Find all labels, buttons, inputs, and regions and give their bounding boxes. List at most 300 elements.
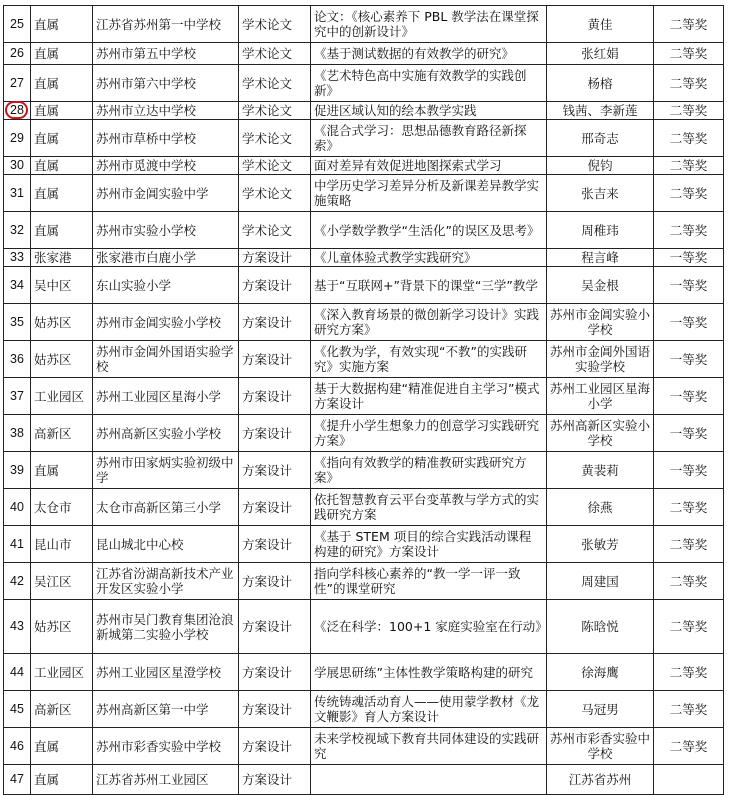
category-cell-text: 方案设计 xyxy=(242,772,293,787)
author-cell-text: 邢奇志 xyxy=(581,130,619,146)
row-number-text: 40 xyxy=(10,499,24,514)
row-number-text: 26 xyxy=(10,46,24,60)
school-cell-text: 东山实验小学 xyxy=(96,277,172,293)
award-cell-text: 二等奖 xyxy=(669,103,708,118)
category-cell-text: 学术论文 xyxy=(242,222,293,238)
school-cell-text: 苏州工业园区星澄学校 xyxy=(96,664,222,680)
category-cell-text: 学术论文 xyxy=(242,185,293,201)
district-cell xyxy=(31,489,93,526)
awards-table-body xyxy=(4,6,724,795)
title-cell-text: 《基于 STEM 项目的综合实践活动课程构建的研究》方案设计 xyxy=(314,529,532,559)
district-cell-text: 工业园区 xyxy=(34,388,85,404)
district-cell-text: 直属 xyxy=(34,185,60,201)
award-cell-text: 二等奖 xyxy=(669,701,708,717)
author-cell-text: 钱茜、李新莲 xyxy=(562,103,638,118)
author-cell-text: 黄佳 xyxy=(587,16,613,32)
school-cell xyxy=(93,691,239,728)
author-cell xyxy=(547,6,654,43)
award-cell xyxy=(654,563,724,600)
author-cell xyxy=(547,157,654,175)
school-cell xyxy=(93,102,239,120)
school-cell-text: 苏州工业园区星海小学 xyxy=(96,388,222,404)
school-cell-text: 苏州市彩香实验中学校 xyxy=(96,738,222,754)
author-cell-text: 倪钧 xyxy=(587,158,613,173)
table-row xyxy=(4,267,724,304)
row-number xyxy=(4,212,31,249)
school-cell-text: 苏州市第六中学校 xyxy=(96,75,197,91)
award-cell xyxy=(654,6,724,43)
school-cell xyxy=(93,6,239,43)
category-cell xyxy=(239,304,311,341)
school-cell xyxy=(93,378,239,415)
category-cell xyxy=(239,6,311,43)
award-cell xyxy=(654,120,724,157)
category-cell-text: 学术论文 xyxy=(242,75,293,91)
title-cell xyxy=(311,600,547,654)
school-cell xyxy=(93,267,239,304)
award-cell-text: 一等奖 xyxy=(669,425,708,441)
award-cell-text: 二等奖 xyxy=(669,619,708,634)
row-number-text: 27 xyxy=(10,75,24,90)
category-cell-text: 方案设计 xyxy=(242,619,293,634)
category-cell-text: 方案设计 xyxy=(242,314,293,330)
table-row xyxy=(4,6,724,43)
row-number xyxy=(4,65,31,102)
school-cell xyxy=(93,728,239,765)
row-number-text: 34 xyxy=(10,277,24,292)
award-cell-text: 一等奖 xyxy=(669,277,708,293)
table-row xyxy=(4,765,724,795)
row-number-text: 32 xyxy=(10,222,24,237)
school-cell-text: 昆山城北中心校 xyxy=(96,536,184,552)
row-number xyxy=(4,267,31,304)
district-cell-text: 太仓市 xyxy=(34,499,72,515)
district-cell-text: 直属 xyxy=(34,75,60,91)
district-cell-text: 吴中区 xyxy=(34,277,72,293)
school-cell xyxy=(93,563,239,600)
table-row xyxy=(4,378,724,415)
author-cell-text: 黄裴莉 xyxy=(581,462,619,478)
author-cell xyxy=(547,728,654,765)
school-cell xyxy=(93,304,239,341)
category-cell xyxy=(239,102,311,120)
row-number-text: 39 xyxy=(10,462,24,477)
title-cell-text: 《基于测试数据的有效教学的研究》 xyxy=(314,46,515,61)
school-cell-text: 江苏省苏州工业园区 xyxy=(96,772,209,787)
table-row xyxy=(4,415,724,452)
author-cell xyxy=(547,65,654,102)
author-cell xyxy=(547,415,654,452)
award-cell xyxy=(654,102,724,120)
district-cell-text: 张家港 xyxy=(34,250,72,265)
district-cell xyxy=(31,452,93,489)
title-cell xyxy=(311,304,547,341)
award-cell-text: 一等奖 xyxy=(669,314,708,330)
row-number-text: 29 xyxy=(10,130,24,145)
author-cell xyxy=(547,120,654,157)
author-cell xyxy=(547,526,654,563)
district-cell-text: 直属 xyxy=(34,46,60,61)
school-cell-text: 苏州市金阊实验中学 xyxy=(96,185,209,201)
category-cell xyxy=(239,600,311,654)
category-cell-text: 方案设计 xyxy=(242,738,293,754)
award-cell xyxy=(654,654,724,691)
district-cell-text: 姑苏区 xyxy=(34,351,72,367)
row-number xyxy=(4,249,31,267)
row-number-text: 35 xyxy=(10,314,24,329)
author-cell xyxy=(547,563,654,600)
title-cell xyxy=(311,120,547,157)
row-number-text: 46 xyxy=(10,738,24,753)
title-cell-text: 《艺术特色高中实施有效教学的实践创新》 xyxy=(314,68,527,98)
award-cell-text: 二等奖 xyxy=(669,738,708,754)
category-cell-text: 方案设计 xyxy=(242,536,293,552)
table-row xyxy=(4,212,724,249)
table-row xyxy=(4,600,724,654)
award-cell-text: 一等奖 xyxy=(669,250,708,265)
row-number xyxy=(4,526,31,563)
title-cell xyxy=(311,212,547,249)
row-number xyxy=(4,415,31,452)
title-cell-text: 基于大数据构建“精准促进自主学习”模式方案设计 xyxy=(314,381,540,411)
author-cell-text: 陈晗悦 xyxy=(581,619,619,634)
row-number-text: 41 xyxy=(10,536,24,551)
award-cell xyxy=(654,65,724,102)
school-cell-text: 苏州高新区实验小学校 xyxy=(96,425,222,441)
title-cell-text: 促进区域认知的绘本教学实践 xyxy=(314,103,477,118)
row-number xyxy=(4,452,31,489)
title-cell-text: 《儿童体验式教学实践研究》 xyxy=(314,250,477,265)
title-cell-text: 《混合式学习：思想品德教育路径新探索》 xyxy=(314,123,527,153)
author-cell-text: 苏州市金阊实验小学校 xyxy=(550,307,651,337)
title-cell xyxy=(311,654,547,691)
award-cell-text: 二等奖 xyxy=(669,573,708,589)
author-cell-text: 江苏省苏州 xyxy=(568,772,632,787)
table-row xyxy=(4,452,724,489)
school-cell-text: 苏州市实验小学校 xyxy=(96,222,197,238)
district-cell xyxy=(31,341,93,378)
district-cell-text: 高新区 xyxy=(34,701,72,717)
title-cell xyxy=(311,378,547,415)
table-row xyxy=(4,728,724,765)
author-cell xyxy=(547,249,654,267)
school-cell-text: 苏州市立达中学校 xyxy=(96,103,197,118)
author-cell-text: 苏州市金阊外国语实验学校 xyxy=(550,344,651,374)
title-cell xyxy=(311,175,547,212)
school-cell-text: 苏州市田家炳实验初级中学 xyxy=(96,455,234,485)
district-cell xyxy=(31,175,93,212)
row-number-text: 33 xyxy=(10,250,24,264)
row-number xyxy=(4,157,31,175)
table-row xyxy=(4,654,724,691)
school-cell xyxy=(93,65,239,102)
category-cell xyxy=(239,341,311,378)
school-cell xyxy=(93,157,239,175)
title-cell xyxy=(311,728,547,765)
award-cell-text: 二等奖 xyxy=(669,222,708,238)
row-number xyxy=(4,378,31,415)
author-cell xyxy=(547,765,654,795)
row-number xyxy=(4,120,31,157)
author-cell-text: 苏州市彩香实验中学校 xyxy=(550,731,651,761)
author-cell xyxy=(547,43,654,65)
district-cell xyxy=(31,415,93,452)
row-number xyxy=(4,341,31,378)
district-cell xyxy=(31,120,93,157)
title-cell xyxy=(311,765,547,795)
category-cell-text: 方案设计 xyxy=(242,664,293,680)
author-cell-text: 苏州工业园区星海小学 xyxy=(550,381,651,411)
row-number xyxy=(4,304,31,341)
award-cell-text: 二等奖 xyxy=(669,16,708,32)
title-cell xyxy=(311,526,547,563)
awards-table xyxy=(3,5,724,795)
school-cell-text: 江苏省汾湖高新技术产业开发区实验小学 xyxy=(96,566,234,596)
district-cell-text: 昆山市 xyxy=(34,536,72,552)
author-cell-text: 徐海鹰 xyxy=(581,664,619,680)
category-cell-text: 方案设计 xyxy=(242,277,293,293)
author-cell xyxy=(547,489,654,526)
row-number-text: 31 xyxy=(10,185,24,200)
district-cell-text: 工业园区 xyxy=(34,664,85,680)
category-cell-text: 方案设计 xyxy=(242,388,293,404)
category-cell xyxy=(239,728,311,765)
school-cell-text: 苏州市草桥中学校 xyxy=(96,130,197,146)
author-cell-text: 徐燕 xyxy=(587,499,613,515)
category-cell xyxy=(239,120,311,157)
category-cell xyxy=(239,489,311,526)
title-cell xyxy=(311,691,547,728)
award-cell xyxy=(654,157,724,175)
table-row xyxy=(4,249,724,267)
title-cell xyxy=(311,267,547,304)
row-number-text: 43 xyxy=(10,619,24,633)
title-cell xyxy=(311,249,547,267)
award-cell-text: 二等奖 xyxy=(669,536,708,552)
school-cell xyxy=(93,654,239,691)
award-cell-text: 二等奖 xyxy=(669,664,708,680)
author-cell xyxy=(547,691,654,728)
school-cell-text: 太仓市高新区第三小学 xyxy=(96,499,222,515)
school-cell-text: 苏州市第五中学校 xyxy=(96,46,197,61)
district-cell xyxy=(31,654,93,691)
category-cell-text: 方案设计 xyxy=(242,351,293,367)
district-cell xyxy=(31,102,93,120)
title-cell xyxy=(311,341,547,378)
district-cell xyxy=(31,728,93,765)
school-cell-text: 张家港市白鹿小学 xyxy=(96,250,197,265)
author-cell-text: 杨榕 xyxy=(587,75,613,91)
award-cell-text: 一等奖 xyxy=(669,351,708,367)
award-cell xyxy=(654,728,724,765)
category-cell-text: 方案设计 xyxy=(242,425,293,441)
district-cell xyxy=(31,765,93,795)
category-cell xyxy=(239,765,311,795)
school-cell-text: 江苏省苏州第一中学校 xyxy=(96,16,222,32)
school-cell xyxy=(93,120,239,157)
author-cell xyxy=(547,175,654,212)
author-cell-text: 吴金根 xyxy=(581,277,619,293)
category-cell xyxy=(239,65,311,102)
row-number-text: 37 xyxy=(10,388,24,403)
author-cell xyxy=(547,600,654,654)
award-cell xyxy=(654,249,724,267)
table-row xyxy=(4,563,724,600)
district-cell xyxy=(31,600,93,654)
category-cell-text: 方案设计 xyxy=(242,462,293,478)
row-number-text: 30 xyxy=(10,158,24,172)
award-cell xyxy=(654,267,724,304)
title-cell-text: 基于“互联网+”背景下的课堂“三学”教学 xyxy=(314,277,538,293)
school-cell xyxy=(93,526,239,563)
row-number xyxy=(4,654,31,691)
author-cell xyxy=(547,304,654,341)
title-cell xyxy=(311,415,547,452)
district-cell xyxy=(31,6,93,43)
title-cell-text: 《化教为学，有效实现“不教”的实践研究》实施方案 xyxy=(314,344,527,374)
category-cell xyxy=(239,175,311,212)
district-cell xyxy=(31,43,93,65)
title-cell-text: 传统铸魂活动育人——使用蒙学教材《龙文鞭影》育人方案设计 xyxy=(314,694,540,724)
category-cell-text: 学术论文 xyxy=(242,46,293,61)
row-number-text: 28 xyxy=(10,103,24,117)
title-cell xyxy=(311,489,547,526)
school-cell-text: 苏州市觅渡中学校 xyxy=(96,158,197,173)
school-cell xyxy=(93,489,239,526)
category-cell-text: 方案设计 xyxy=(242,573,293,589)
author-cell-text: 马冠男 xyxy=(581,701,619,717)
award-cell xyxy=(654,489,724,526)
row-number xyxy=(4,43,31,65)
school-cell xyxy=(93,341,239,378)
district-cell-text: 直属 xyxy=(34,158,60,173)
district-cell-text: 姑苏区 xyxy=(34,314,72,330)
award-cell xyxy=(654,212,724,249)
category-cell xyxy=(239,212,311,249)
table-row xyxy=(4,526,724,563)
award-cell xyxy=(654,765,724,795)
award-cell xyxy=(654,304,724,341)
school-cell-text: 苏州市吴门教育集团沧浪新城第二实验小学校 xyxy=(96,611,234,642)
title-cell-text: 《小学数学教学“生活化”的误区及思考》 xyxy=(314,222,540,238)
row-number xyxy=(4,600,31,654)
author-cell xyxy=(547,378,654,415)
author-cell xyxy=(547,267,654,304)
author-cell xyxy=(547,102,654,120)
title-cell xyxy=(311,452,547,489)
title-cell-text: 论文：《核心素养下 PBL 教学法在课堂探究中的创新设计》 xyxy=(314,9,539,39)
row-number-text: 44 xyxy=(10,664,24,679)
title-cell-text: 面对差异有效促进地图探索式学习 xyxy=(314,158,502,173)
school-cell xyxy=(93,600,239,654)
school-cell xyxy=(93,765,239,795)
school-cell xyxy=(93,212,239,249)
title-cell-text: 《深入教育场景的微创新学习设计》实践研究方案》 xyxy=(314,307,540,337)
row-number xyxy=(4,563,31,600)
title-cell xyxy=(311,157,547,175)
award-cell xyxy=(654,415,724,452)
district-cell xyxy=(31,691,93,728)
category-cell xyxy=(239,526,311,563)
award-cell-text: 二等奖 xyxy=(669,75,708,91)
title-cell-text: 依托智慧教育云平台变革教与学方式的实践研究方案 xyxy=(314,492,540,522)
row-number xyxy=(4,489,31,526)
author-cell xyxy=(547,452,654,489)
category-cell xyxy=(239,563,311,600)
category-cell xyxy=(239,249,311,267)
title-cell-text: 未来学校视域下教育共同体建设的实践研究 xyxy=(314,731,540,761)
category-cell xyxy=(239,267,311,304)
row-number-text: 38 xyxy=(10,425,24,440)
award-cell xyxy=(654,526,724,563)
award-cell xyxy=(654,378,724,415)
award-cell-text: 二等奖 xyxy=(669,185,708,201)
district-cell-text: 吴江区 xyxy=(34,573,72,589)
award-cell xyxy=(654,43,724,65)
category-cell xyxy=(239,378,311,415)
district-cell-text: 姑苏区 xyxy=(34,619,72,634)
district-cell xyxy=(31,249,93,267)
category-cell xyxy=(239,43,311,65)
award-cell xyxy=(654,341,724,378)
district-cell xyxy=(31,378,93,415)
title-cell-text: 中学历史学习差异分析及新课差异教学实施策略 xyxy=(314,178,540,208)
title-cell-text: 指向学科核心素养的“教一学一评一致性”的课堂研究 xyxy=(314,566,521,596)
award-cell xyxy=(654,175,724,212)
award-cell-text: 一等奖 xyxy=(669,388,708,404)
table-row xyxy=(4,341,724,378)
award-cell-text: 二等奖 xyxy=(669,499,708,515)
title-cell xyxy=(311,43,547,65)
author-cell xyxy=(547,654,654,691)
district-cell xyxy=(31,526,93,563)
school-cell xyxy=(93,175,239,212)
district-cell xyxy=(31,212,93,249)
title-cell xyxy=(311,6,547,43)
row-number-text: 45 xyxy=(10,701,24,716)
author-cell-text: 张吉来 xyxy=(581,185,619,201)
row-number xyxy=(4,728,31,765)
award-cell-text: 二等奖 xyxy=(669,130,708,146)
author-cell-text: 张红娟 xyxy=(581,46,619,61)
award-cell xyxy=(654,452,724,489)
district-cell xyxy=(31,267,93,304)
school-cell-text: 苏州市金阊外国语实验学校 xyxy=(96,344,234,374)
district-cell xyxy=(31,157,93,175)
award-cell xyxy=(654,691,724,728)
table-row xyxy=(4,65,724,102)
title-cell-text: 《泛在科学：100+1 家庭实验室在行动》 xyxy=(314,619,548,634)
district-cell-text: 高新区 xyxy=(34,425,72,441)
award-cell-text: 二等奖 xyxy=(669,46,708,61)
district-cell-text: 直属 xyxy=(34,103,60,118)
author-cell-text: 周稚玮 xyxy=(581,222,619,238)
category-cell-text: 方案设计 xyxy=(242,250,293,265)
category-cell-text: 学术论文 xyxy=(242,103,293,118)
district-cell-text: 直属 xyxy=(34,772,60,787)
table-row xyxy=(4,43,724,65)
district-cell-text: 直属 xyxy=(34,222,60,238)
district-cell-text: 直属 xyxy=(34,738,60,754)
author-cell-text: 程言峰 xyxy=(581,250,619,265)
author-cell xyxy=(547,341,654,378)
author-cell-text: 张敏芳 xyxy=(581,536,619,552)
author-cell-text: 苏州高新区实验小学校 xyxy=(550,418,651,448)
category-cell-text: 学术论文 xyxy=(242,16,293,32)
school-cell-text: 苏州高新区第一中学 xyxy=(96,701,209,717)
category-cell xyxy=(239,415,311,452)
row-number xyxy=(4,175,31,212)
